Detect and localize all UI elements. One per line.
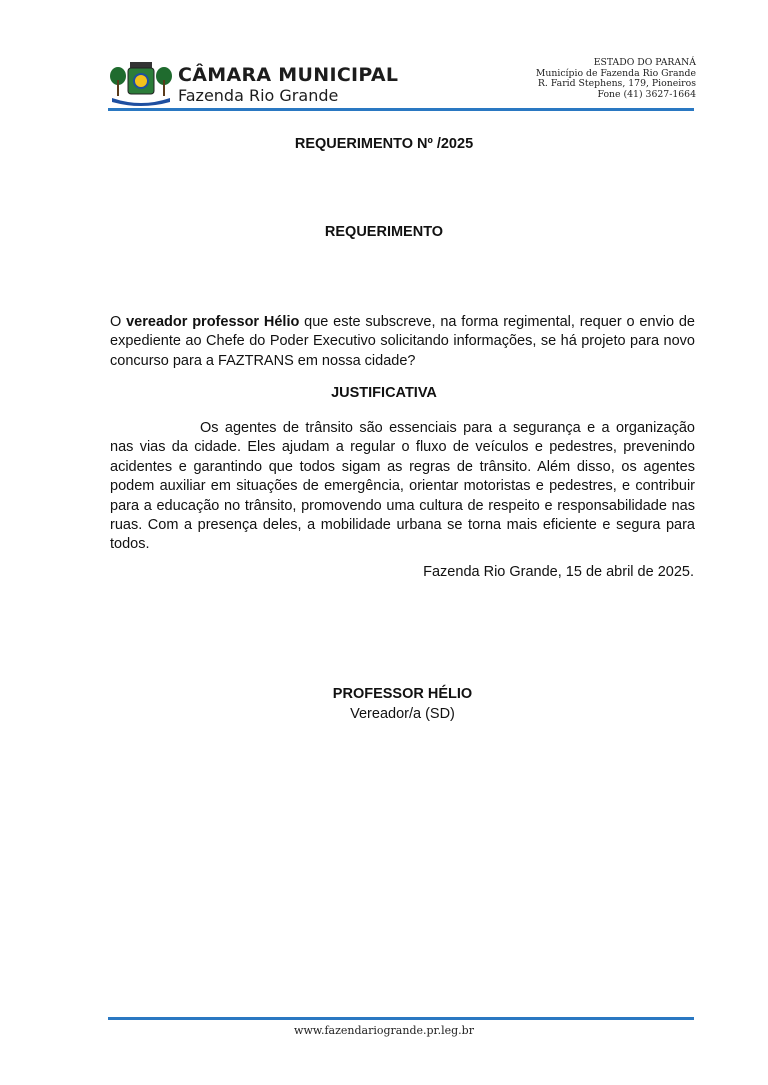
contact-state: ESTADO DO PARANÁ: [593, 57, 696, 68]
request-paragraph: [110, 313, 695, 371]
request-text: que este subscreve, na forma regimental, requer o envio de expediente ao Chefe do Poder Executivo solicitando informações, se há projeto para novo concurso para a FAZTRANS em nossa cidade?: [110, 314, 695, 369]
request-prefix: O: [110, 314, 127, 330]
org-name: CÂMARA MUNICIPAL: [178, 64, 399, 86]
requester-name: vereador professor Hélio: [126, 314, 300, 330]
letterhead: [108, 56, 696, 108]
contact-phone: Fone (41) 3627-1664: [597, 88, 696, 100]
contact-municipality: Município de Fazenda Rio Grande: [535, 67, 696, 79]
footer-divider: [108, 1017, 694, 1020]
document-number-title: REQUERIMENTO Nº /2025: [294, 136, 474, 152]
signature-name: PROFESSOR HÉLIO: [332, 686, 473, 702]
contact-block: [536, 58, 696, 100]
footer-website: www.fazendariogrande.pr.leg.br: [294, 1024, 474, 1037]
document-date: Fazenda Rio Grande, 15 de abril de 2025.: [423, 564, 694, 580]
municipal-coat-of-arms-logo: [108, 60, 174, 106]
justification-paragraph: Os agentes de trânsito são essenciais para a segurança e a organização nas vias da cidade. Eles ajudam a regular o fluxo de veículos e pedestres, prevenindo acidentes e garantindo que todos sigam as regras de trânsito. Além disso, os agentes podem auxiliar em situações de emergência, orientar motoristas e pedestres, e contribuir para a educação no trânsito, promovendo uma cultura de respeito e responsabilidade nas ruas. Com a presença deles, a mobilidade urbana se torna mais eficiente e segura para todos.: [110, 420, 695, 553]
document-title: REQUERIMENTO: [324, 224, 444, 240]
signature-role: Vereador/a (SD): [350, 706, 455, 722]
org-subtitle: Fazenda Rio Grande: [178, 86, 339, 105]
header-divider: [108, 108, 694, 111]
contact-address: R. Farid Stephens, 179, Pioneiros: [537, 78, 696, 89]
justification-heading: JUSTIFICATIVA: [331, 385, 437, 401]
